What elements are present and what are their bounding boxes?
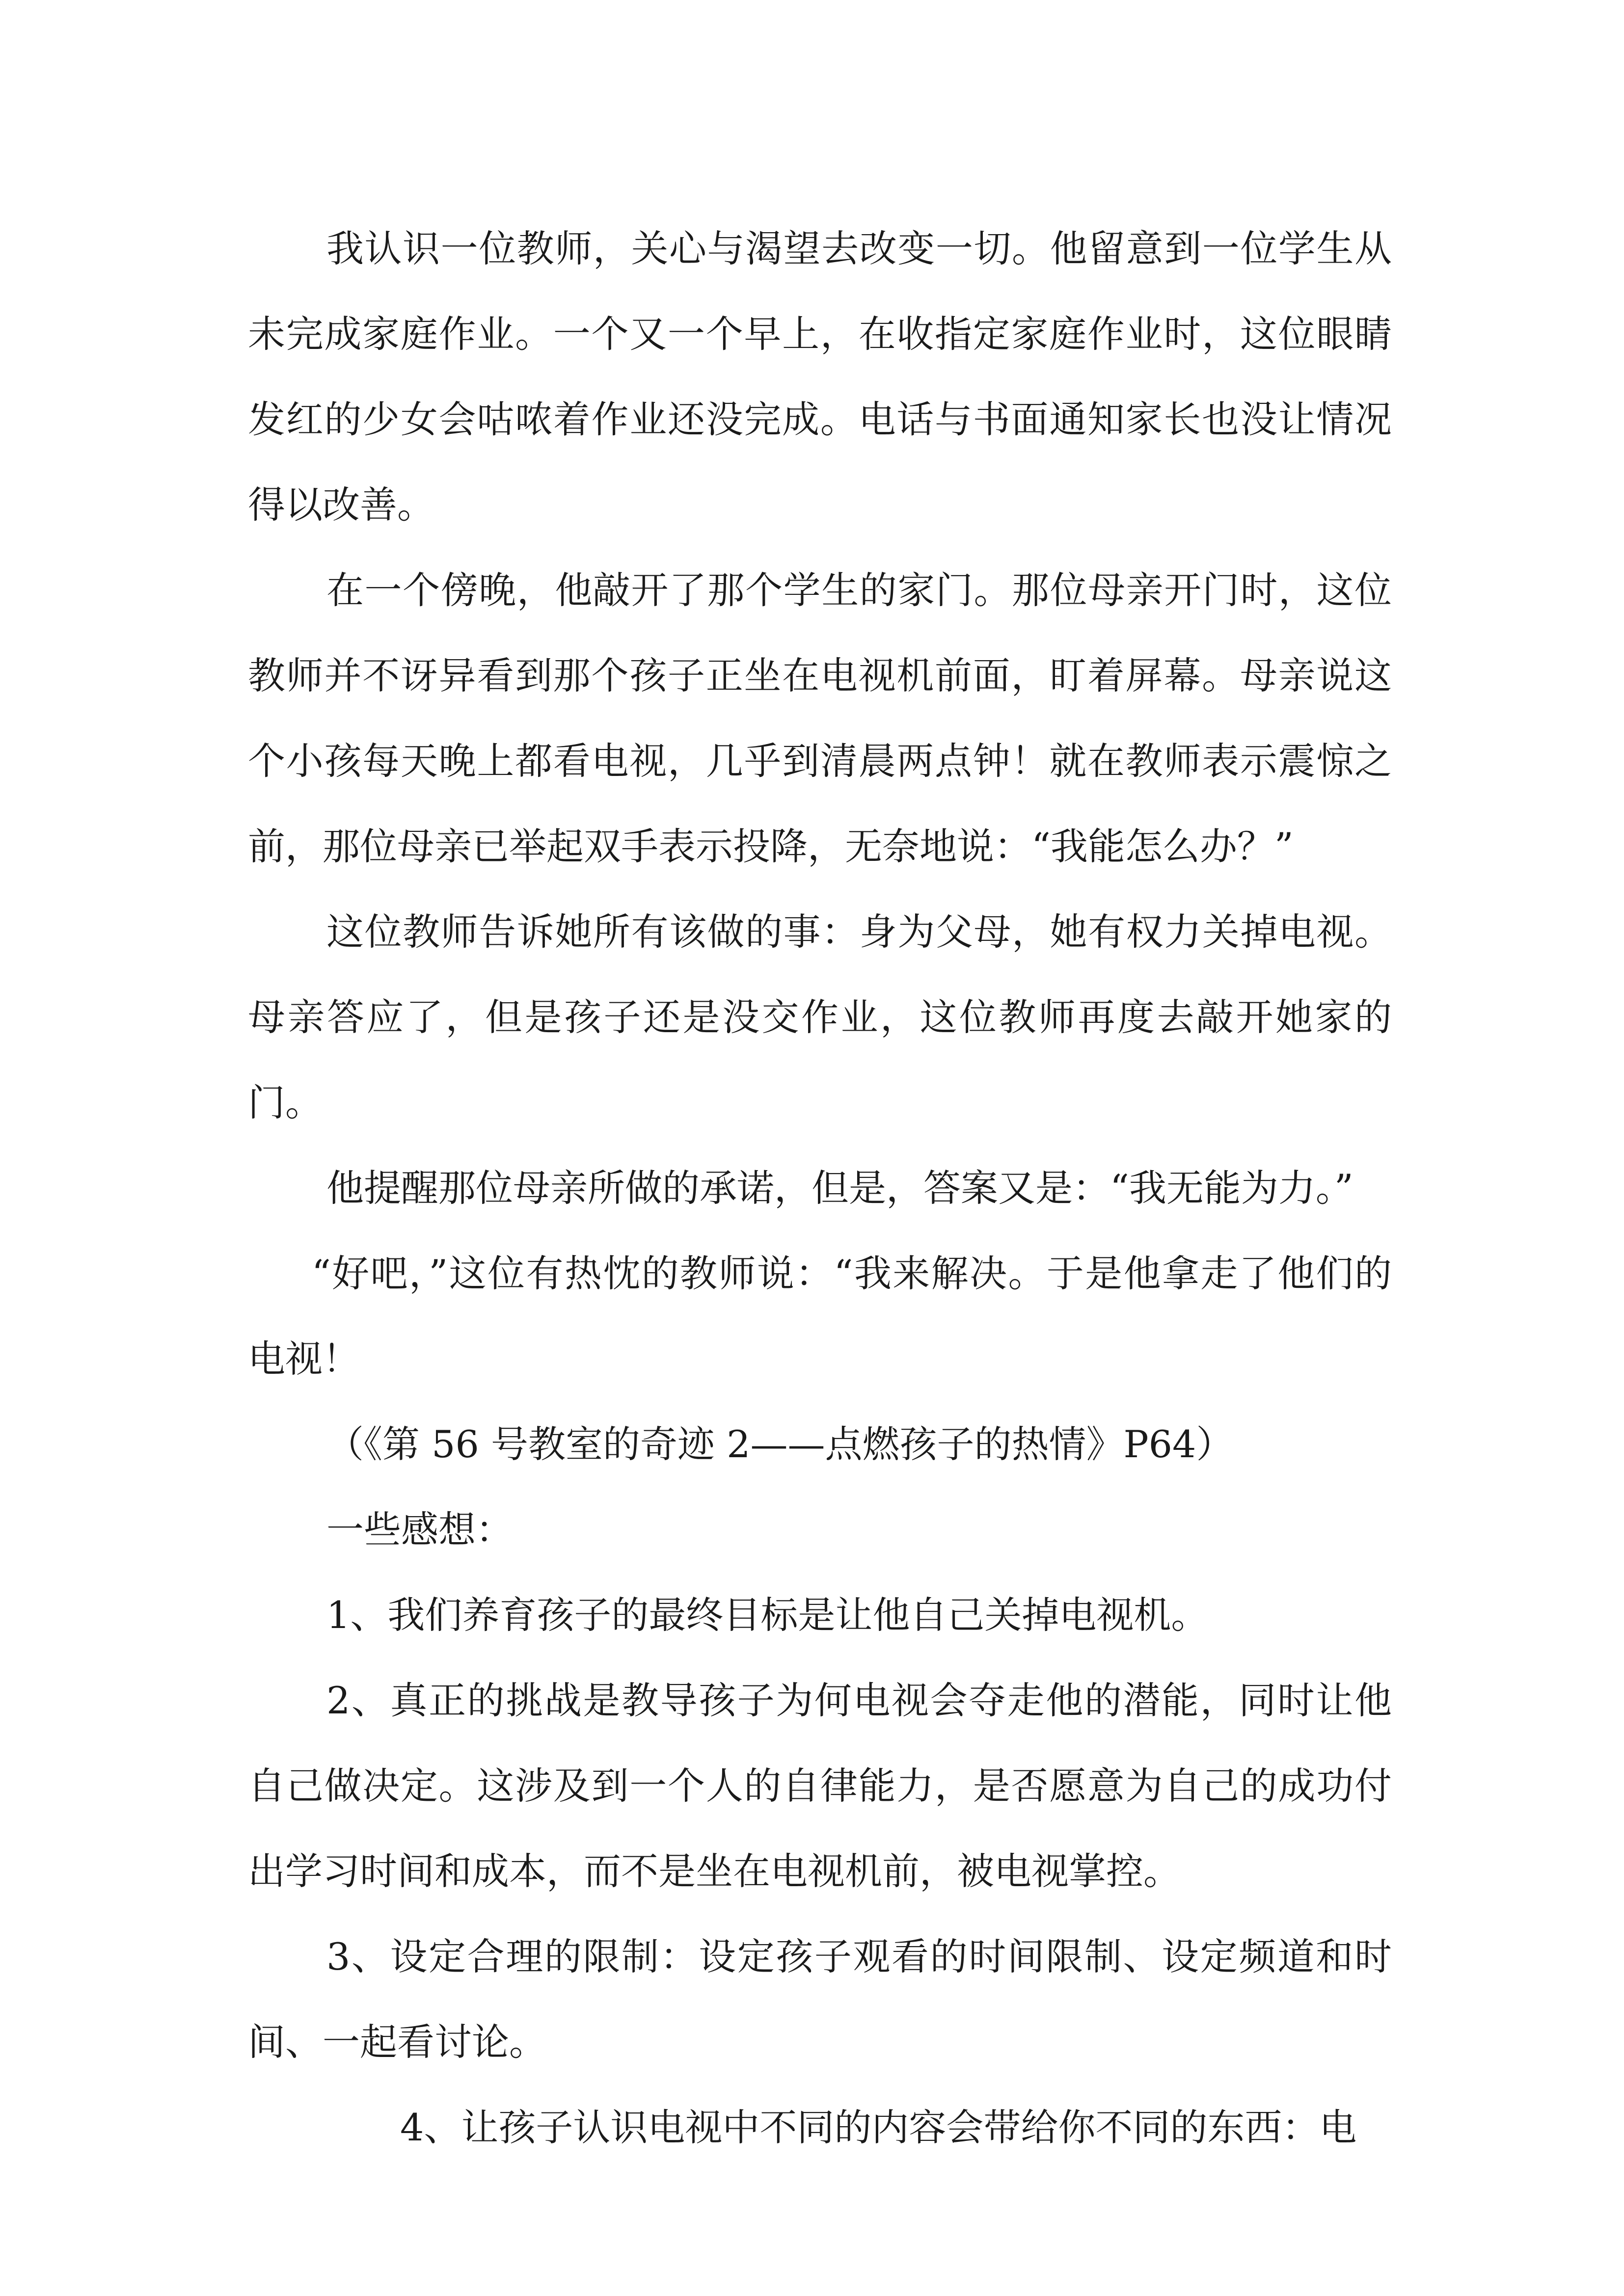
paragraph-home-visit: 在一个傍晚，他敲开了那个学生的家门。那位母亲开门时，这位教师并不讶异看到那个孩子正坐在电视机前面，盯着屏幕。母亲说这个小孩每天晚上都看电视，几乎到清晨两点钟！就在教师表示震惊之前，那位母亲已举起双手表示投降，无奈地说：“我能怎么办？” (248, 568, 1392, 868)
reflection-item-4: 4、让孩子认识电视中不同的内容会带给你不同的东西：电 (400, 2106, 1357, 2149)
reflections-heading: 一些感想： (326, 1508, 513, 1551)
paragraph-advice: 这位教师告诉她所有该做的事：身为父母，她有权力关掉电视。母亲答应了，但是孩子还是没交作业，这位教师再度去敲开她家的门。 (248, 910, 1392, 1124)
reflection-item-2: 2、真正的挑战是教导孩子为何电视会夺走他的潜能，同时让他自己做决定。这涉及到一个人的自律能力，是否愿意为自己的成功付出学习时间和成本，而不是坐在电视机前，被电视掌控。 (248, 1679, 1392, 1893)
paragraph-reminder: 他提醒那位母亲所做的承诺，但是，答案又是：“我无能为力。” (326, 1166, 1353, 1210)
reflection-item-1: 1、我们养育孩子的最终目标是让他自己关掉电视机。 (326, 1593, 1209, 1637)
citation: （《第 56 号教室的奇迹 2——点燃孩子的热情》P64） (326, 1422, 1234, 1466)
paragraph-teacher-intro: 我认识一位教师，关心与渴望去改变一切。他留意到一位学生从未完成家庭作业。一个又一个早上，在收指定家庭作业时，这位眼睛发红的少女会咕哝着作业还没完成。电话与书面通知家长也没让情况得以改善。 (248, 227, 1392, 527)
document-page (248, 206, 1392, 2170)
paragraph-resolution: “好吧，”这位有热忱的教师说：“我来解决。于是他拿走了他们的电视！ (248, 1252, 1392, 1381)
reflection-item-3: 3、设定合理的限制：设定孩子观看的时间限制、设定频道和时间、一起看讨论。 (248, 1935, 1392, 2064)
